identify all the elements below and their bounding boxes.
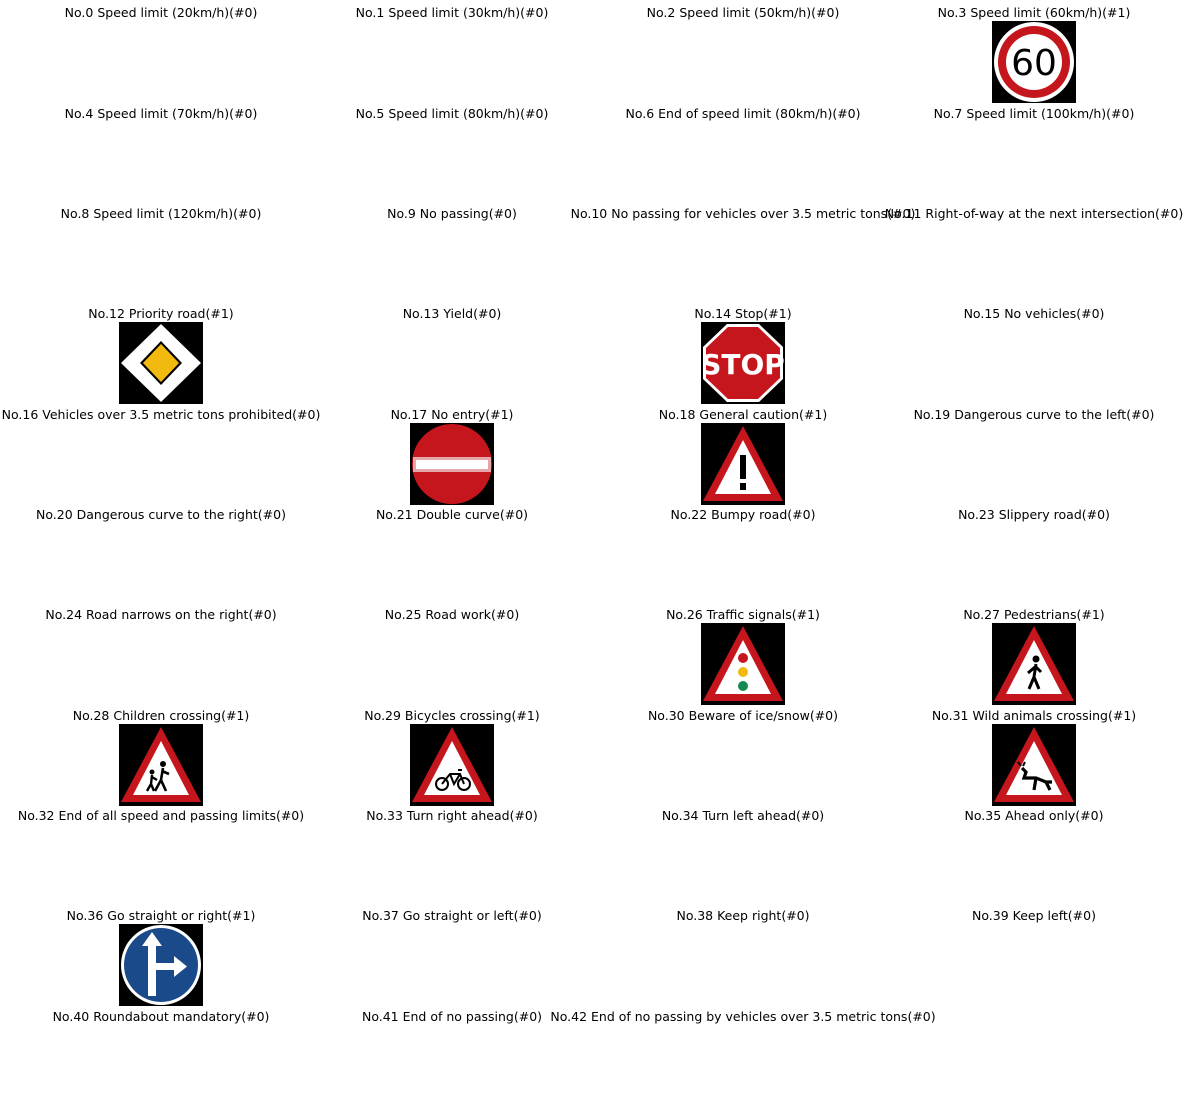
sign-cell bbox=[889, 306, 1179, 406]
sign-title: No.18 General caution(#1) bbox=[658, 407, 828, 422]
sign-title: No.38 Keep right(#0) bbox=[676, 908, 810, 923]
sign-title: No.3 Speed limit (60km/h)(#1) bbox=[937, 5, 1131, 20]
sign-text: 60 bbox=[1011, 43, 1057, 84]
sign-title: No.7 Speed limit (100km/h)(#0) bbox=[933, 106, 1135, 121]
sign-title: No.36 Go straight or right(#1) bbox=[66, 908, 256, 923]
sign-title: No.27 Pedestrians(#1) bbox=[963, 607, 1105, 622]
sign-title: No.6 End of speed limit (80km/h)(#0) bbox=[625, 106, 861, 121]
sign-cell bbox=[889, 808, 1179, 908]
sign-title: No.42 End of no passing by vehicles over 3.5 metric tons(#0) bbox=[550, 1009, 936, 1024]
sign-title: No.11 Right-of-way at the next intersection(#0) bbox=[884, 206, 1184, 221]
sign-cell bbox=[889, 106, 1179, 206]
sign-cell bbox=[889, 407, 1179, 507]
sign-title: No.10 No passing for vehicles over 3.5 metric tons(#0) bbox=[570, 206, 916, 221]
go-straight-or-right-icon bbox=[119, 924, 203, 1006]
sign-title: No.0 Speed limit (20km/h)(#0) bbox=[64, 5, 258, 20]
sign-title: No.13 Yield(#0) bbox=[402, 306, 502, 321]
sign-cell bbox=[889, 908, 1179, 1008]
stop-sign-icon bbox=[701, 322, 785, 404]
bicycles-crossing-icon bbox=[410, 724, 494, 806]
sign-title: No.34 Turn left ahead(#0) bbox=[661, 808, 825, 823]
sign-title: No.35 Ahead only(#0) bbox=[964, 808, 1104, 823]
sign-title: No.1 Speed limit (30km/h)(#0) bbox=[355, 5, 549, 20]
sign-title: No.23 Slippery road(#0) bbox=[958, 507, 1110, 522]
sign-title: No.24 Road narrows on the right(#0) bbox=[45, 607, 277, 622]
sign-title: No.14 Stop(#1) bbox=[694, 306, 792, 321]
sign-title: No.12 Priority road(#1) bbox=[88, 306, 234, 321]
sign-title: No.22 Bumpy road(#0) bbox=[670, 507, 816, 522]
sign-title: No.16 Vehicles over 3.5 metric tons prohibited(#0) bbox=[1, 407, 321, 422]
sign-title: No.21 Double curve(#0) bbox=[375, 507, 529, 522]
sign-title: No.5 Speed limit (80km/h)(#0) bbox=[355, 106, 549, 121]
sign-title: No.26 Traffic signals(#1) bbox=[666, 607, 820, 622]
sign-title: No.2 Speed limit (50km/h)(#0) bbox=[646, 5, 840, 20]
sign-title: No.15 No vehicles(#0) bbox=[963, 306, 1105, 321]
children-crossing-icon bbox=[119, 724, 203, 806]
priority-road-icon bbox=[119, 322, 203, 404]
sign-cell bbox=[889, 5, 1179, 105]
sign-cell bbox=[889, 708, 1179, 808]
sign-text: STOP bbox=[701, 348, 785, 381]
sign-title: No.33 Turn right ahead(#0) bbox=[366, 808, 538, 823]
sign-title: No.20 Dangerous curve to the right(#0) bbox=[36, 507, 286, 522]
sign-title: No.9 No passing(#0) bbox=[387, 206, 517, 221]
sign-title: No.8 Speed limit (120km/h)(#0) bbox=[60, 206, 262, 221]
speed-limit-60-icon bbox=[992, 21, 1076, 103]
sign-title: No.25 Road work(#0) bbox=[384, 607, 520, 622]
sign-title: No.37 Go straight or left(#0) bbox=[362, 908, 542, 923]
sign-title: No.29 Bicycles crossing(#1) bbox=[364, 708, 540, 723]
sign-title: No.4 Speed limit (70km/h)(#0) bbox=[64, 106, 258, 121]
sign-title: No.17 No entry(#1) bbox=[390, 407, 514, 422]
sign-cell bbox=[889, 507, 1179, 607]
sign-title: No.30 Beware of ice/snow(#0) bbox=[647, 708, 839, 723]
sign-title: No.28 Children crossing(#1) bbox=[72, 708, 250, 723]
sign-title: No.32 End of all speed and passing limits(#0) bbox=[17, 808, 305, 823]
sign-cell bbox=[884, 206, 1184, 306]
sign-title: No.40 Roundabout mandatory(#0) bbox=[52, 1009, 270, 1024]
traffic-signals-icon bbox=[701, 623, 785, 705]
sign-cell bbox=[889, 607, 1179, 707]
sign-title: No.41 End of no passing(#0) bbox=[361, 1009, 543, 1024]
pedestrians-icon bbox=[992, 623, 1076, 705]
sign-title: No.31 Wild animals crossing(#1) bbox=[931, 708, 1137, 723]
sign-cell bbox=[550, 1009, 936, 1109]
no-entry-icon bbox=[410, 423, 494, 505]
general-caution-icon bbox=[701, 423, 785, 505]
wild-animals-crossing-icon bbox=[992, 724, 1076, 806]
sign-title: No.19 Dangerous curve to the left(#0) bbox=[913, 407, 1155, 422]
sign-title: No.39 Keep left(#0) bbox=[972, 908, 1096, 923]
